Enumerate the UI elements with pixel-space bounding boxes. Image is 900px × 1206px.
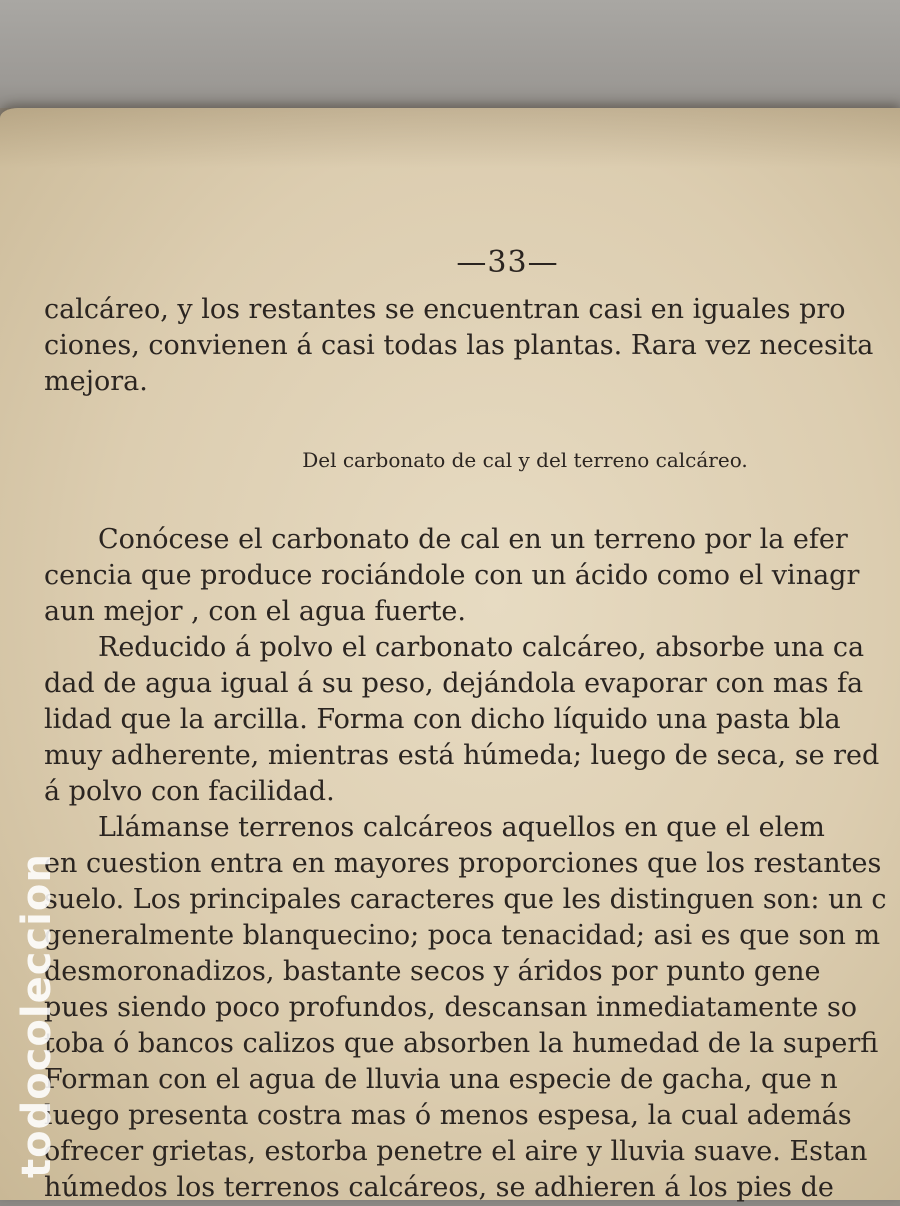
text-line: Conócese el carbonato de cal en un terreno por la efer [98, 524, 848, 555]
section-heading: Del carbonato de cal y del terreno calcáreo. [302, 448, 748, 472]
page-edge-shadow [0, 108, 900, 168]
text-line: á polvo con facilidad. [44, 776, 335, 807]
text-line: mejora. [44, 366, 148, 397]
text-line: muy adherente, mientras está húmeda; luego de seca, se red [44, 740, 880, 771]
text-line: húmedos los terrenos calcáreos, se adhieren á los pies de [44, 1172, 834, 1203]
text-line: pues siendo poco profundos, descansan inmediatamente so [44, 992, 858, 1023]
paragraph-1 [44, 522, 900, 630]
text-line: ofrecer grietas, estorba penetre el aire y lluvia suave. Estan [44, 1136, 868, 1167]
text-line: suelo. Los principales caracteres que les distinguen son: un c [44, 884, 887, 915]
text-line: luego presenta costra mas ó menos espesa, la cual además [44, 1100, 852, 1131]
page-number: —33— [456, 245, 559, 280]
paragraph-2 [44, 630, 900, 810]
text-line: lidad que la arcilla. Forma con dicho líquido una pasta bla [44, 704, 841, 735]
text-line: cencia que produce rociándole con un ácido como el vinagr [44, 560, 860, 591]
text-line: Forman con el agua de lluvia una especie de gacha, que n [44, 1064, 838, 1095]
page-text [44, 292, 900, 1206]
paragraph-top [44, 292, 900, 400]
text-line: aun mejor , con el agua fuerte. [44, 596, 466, 627]
text-line: generalmente blanquecino; poca tenacidad; asi es que son m [44, 920, 881, 951]
text-line: en cuestion entra en mayores proporciones que los restantes [44, 848, 882, 879]
text-line: calcáreo, y los restantes se encuentran casi en iguales pro [44, 294, 846, 325]
paragraph-3 [44, 810, 900, 1206]
text-line: Llámanse terrenos calcáreos aquellos en que el elem [98, 812, 825, 843]
text-line: ciones, convienen á casi todas las plantas. Rara vez necesita [44, 330, 874, 361]
text-line: dad de agua igual á su peso, dejándola evaporar con mas fa [44, 668, 864, 699]
watermark-logo: todocoleccion [14, 853, 60, 1178]
text-line: Reducido á polvo el carbonato calcáreo, absorbe una ca [98, 632, 865, 663]
text-line: desmoronadizos, bastante secos y áridos por punto gene [44, 956, 821, 987]
text-line: toba ó bancos calizos que absorben la humedad de la superfi [44, 1028, 879, 1059]
